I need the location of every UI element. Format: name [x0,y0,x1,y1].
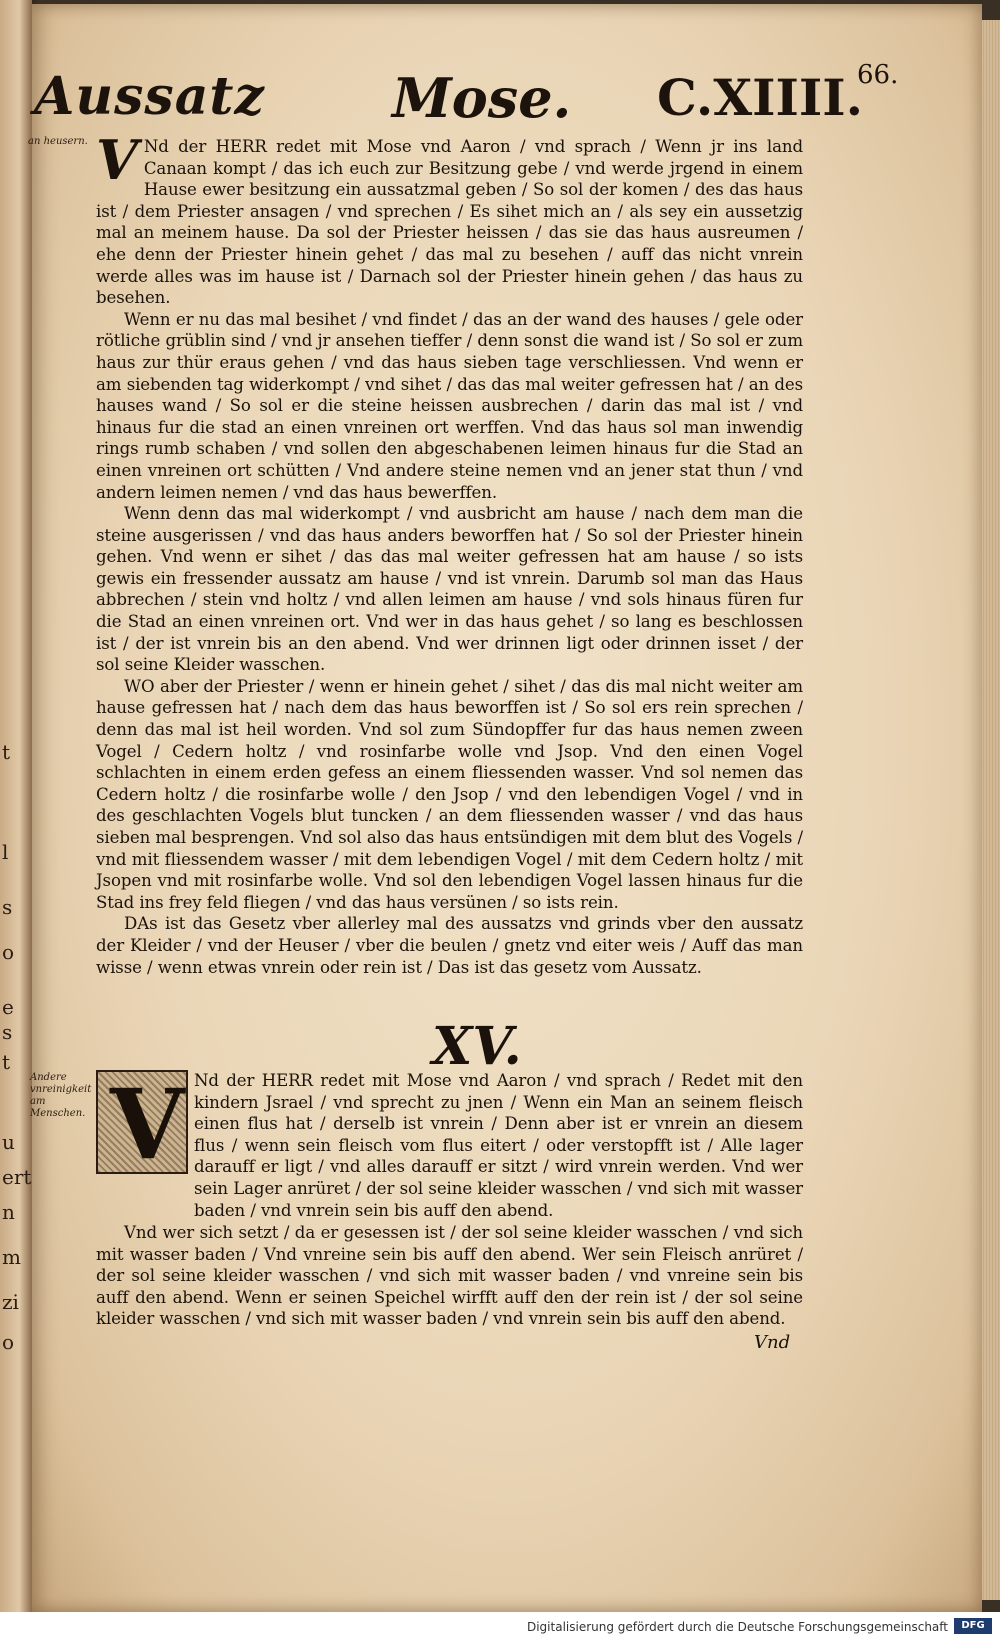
book-page [28,4,982,1612]
margin-note-top: an heusern. [28,136,88,147]
catchword: Vnd [754,1332,791,1353]
text-block-chapter-14 [96,128,803,978]
initial-letter: V [96,128,138,192]
left-page-fragment: t [2,740,11,764]
left-page-fragment: l [2,840,9,864]
decorated-initial-letter: V [110,1068,185,1181]
paragraph-text: Nd der HERR redet mit Mose vnd Aaron / vnd sprach / Wenn jr ins land Canaan kompt / das ich euch zur Besitzung gebe / vnd werde jrgend in einem Hause ewer besitzung ein aussatzmal geben / So sol der komen / des das haus ist / dem Priester ansagen / vnd sprechen / Es sihet mich an / als sey ein aussetzig mal an meinem hause. Da sol der Priester heissen / das sie das haus ausreumen / ehe denn der Priester hinein gehet / das mal zu besehen / auff das nicht vnrein werde alles was im hause ist / Darnach sol der Priester hinein gehen / das haus zu besehen. [96,137,803,308]
left-page-fragment: s [2,1020,13,1044]
page-edges [982,20,1000,1600]
running-head-center: Mose. [392,66,572,130]
dfg-logo: DFG [954,1618,992,1634]
left-page-fragment: o [2,940,15,964]
left-page-fragment: n [2,1200,15,1224]
chapter-heading: XV. [432,1016,522,1077]
left-page-fragment: zi [2,1290,19,1314]
text-block-chapter-15-opening [194,1070,803,1221]
funding-credit: Digitalisierung gefördert durch die Deutsche Forschungsgemeinschaft [526,1620,948,1634]
decorated-initial [96,1068,188,1181]
chapter-numeral: C.XIIII. [657,68,864,127]
left-page-edge [0,0,32,1643]
left-page-fragment: ert [2,1165,32,1189]
left-page-fragment: o [2,1330,15,1354]
left-page-fragment: u [2,1130,15,1154]
text-block-chapter-15 [96,1222,803,1330]
running-head-left: Aussatz [34,66,265,127]
running-header [32,60,982,146]
left-page-fragment: s [2,895,13,919]
left-page-fragment: e [2,995,14,1019]
paragraph [96,128,803,309]
paragraph: Wenn denn das mal widerkompt / vnd ausbricht am hause / nach dem man die steine ausgerissen / vnd das haus anders beworffen hat / So sol der Priester hinein gehen. Vnd wenn er sihet / das das mal weiter gefressen hat am hause / so ists gewis ein fressender aussatz am hause / vnd ist vnrein. Darumb sol man das Haus abbrechen / stein vnd holtz / vnd allen leimen am hause / vnd sols hinaus füren fur die Stad an einen vnreinen ort. Vnd wer in das haus gehet / so lang es beschlossen ist / der ist vnrein bis an den abend. Vnd wer drinnen ligt oder drinnen isset / der sol seine Kleider wasschen. [96,504,803,675]
digitization-footer [0,1612,1000,1643]
margin-note-chapter-15: Andere vnreinigkeit am Menschen. [30,1072,92,1119]
left-page-fragment: m [2,1245,21,1269]
paragraph: WO aber der Priester / wenn er hinein gehet / sihet / das dis mal nicht weiter am hause gefressen hat / nach dem das haus beworffen ist / So sol ers rein sprechen / denn das mal ist heil worden. Vnd sol zum Sündopffer fur das haus nemen zween Vogel / Cedern holtz / vnd rosinfarbe wolle vnd Jsop. Vnd den einen Vogel schlachten in einem erden gefess an einem fliessenden wasser. Vnd sol nemen das Cedern holtz / die rosinfarbe wolle / den Jsop / vnd den lebendigen Vogel / vnd in des geschlachten Vogels blut tuncken / an dem fliessenden wasser / vnd das haus sieben mal besprengen. Vnd sol also das haus entsündigen mit dem blut des Vogels / vnd mit fliessendem wasser / mit dem lebendigen Vogel / mit dem Cedern holtz / mit Jsopen vnd mit rosinfarbe wolle. Vnd sol den lebendigen Vogel lassen hinaus fur die Stad ins frey feld fliegen / vnd das haus versünen / so ists rein. [96,676,803,912]
paragraph: Nd der HERR redet mit Mose vnd Aaron / vnd sprach / Redet mit den kindern Jsrael / vnd sprecht zu jnen / Wenn ein Man an seinem fleisch einen flus hat / derselb ist vnrein / Denn aber ist er vnrein an diesem flus / wenn sein fleisch vom flus eitert / oder verstopfft ist / Alle lager darauff er ligt / vnd alles darauff er sitzt / wird vnrein werden. Vnd wer sein Lager anrüret / der sol seine kleider wasschen / vnd sich mit wasser baden / vnd vnrein sein bis auff den abend. [194,1071,803,1220]
paragraph: Vnd wer sich setzt / da er gesessen ist / der sol seine kleider wasschen / vnd sich mit wasser baden / Vnd vnreine sein bis auff den abend. Wer sein Fleisch anrüret / der sol seine kleider wasschen / vnd sich mit wasser baden / vnd vnreine sein bis auff den abend. Wenn er seinen Speichel wirfft auff den der rein ist / der sol seine kleider wasschen / vnd sich mit wasser baden / vnd vnrein sein bis auff den abend. [96,1223,803,1329]
paragraph: DAs ist das Gesetz vber allerley mal des aussatzs vnd grinds vber den aussatz der Kleider / vnd der Heuser / vber die beulen / gnetz vnd eiter weis / Auff das man wisse / wenn etwas vnrein oder rein ist / Das ist das gesetz vom Aussatz. [96,914,803,977]
folio-number: 66. [857,60,899,90]
paragraph: Wenn er nu das mal besihet / vnd findet / das an der wand des hauses / gele oder rötliche grüblin sind / vnd jr ansehen tieffer / denn sonst die wand ist / So sol er zum haus zur thür eraus gehen / vnd das haus sieben tage verschliessen. Vnd wenn er am siebenden tag widerkompt / vnd sihet / das das mal weiter gefressen hat / an des hauses wand / So sol er die steine heissen ausbrechen / darin das mal ist / vnd hinaus fur die stad an einen vnreinen ort werffen. Vnd das haus sol man inwendig rings rumb schaben / vnd sollen den abgeschabenen leimen hinaus fur die Stad an einen vnreinen ort schütten / Vnd andere steine nemen vnd an jener stat thun / vnd andern leimen nemen / vnd das haus bewerffen. [96,309,803,502]
left-page-fragment: t [2,1050,11,1074]
